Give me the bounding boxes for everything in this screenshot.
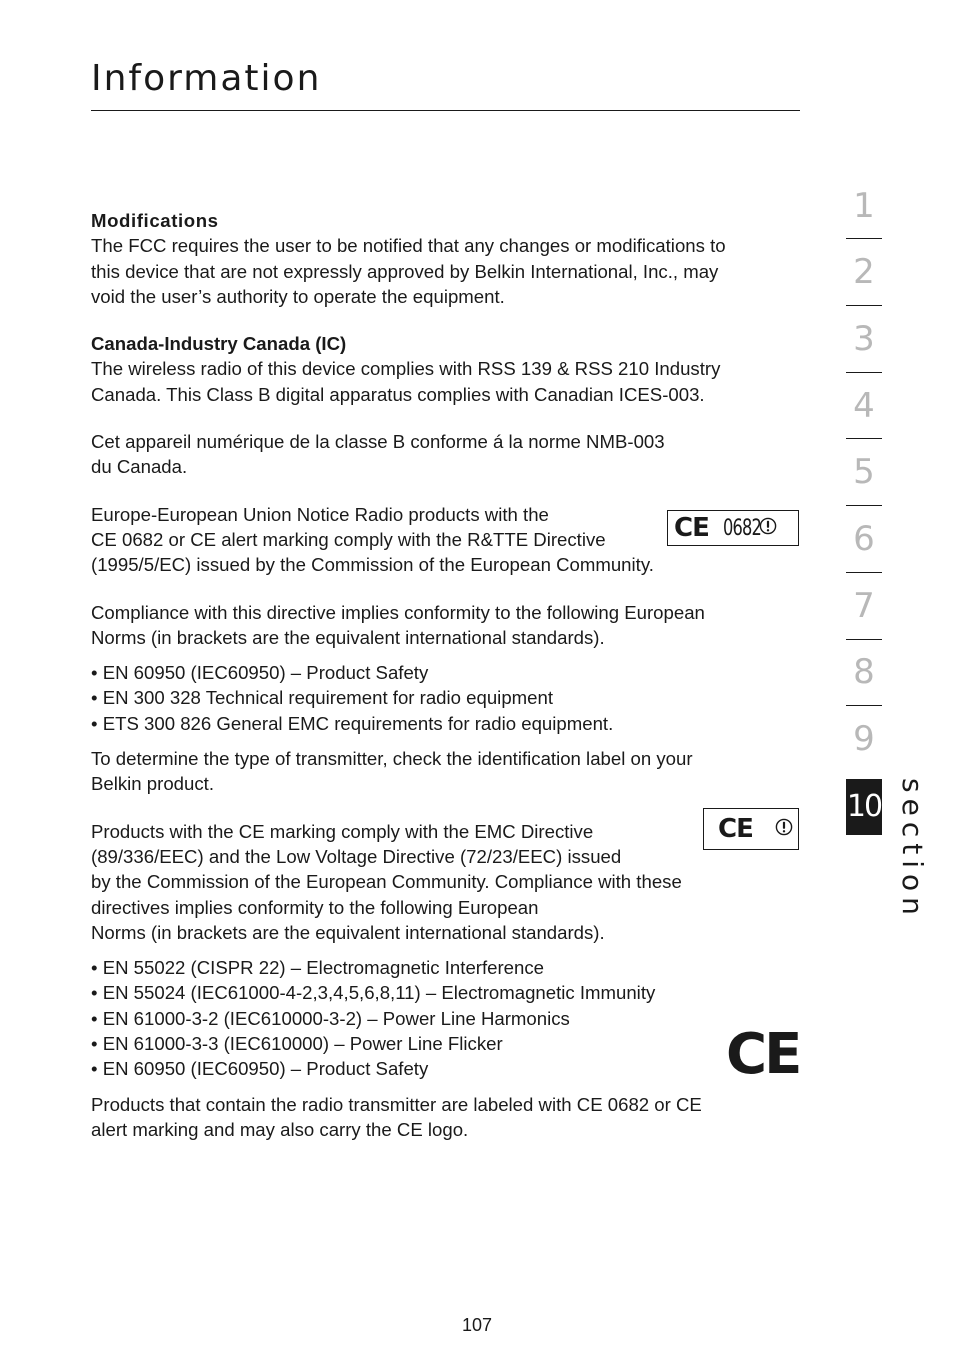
canada-heading: Canada-Industry Canada (IC): [91, 333, 347, 355]
modifications-heading: Modifications: [91, 210, 219, 231]
closing-line: alert marking and may also carry the CE logo.: [91, 1118, 469, 1140]
europe-notice-line: (1995/5/EC) issued by the Commission of the European Community.: [91, 554, 654, 576]
ce-logo-icon: CE: [718, 814, 753, 844]
modifications-line: void the user’s authority to operate the equipment.: [91, 285, 505, 307]
norms-list-radio: [91, 660, 803, 736]
section-nav-item-5[interactable]: 5: [853, 452, 875, 492]
section-nav-item-10-active[interactable]: 10: [846, 779, 882, 835]
ce-0682-alert-mark: [667, 510, 799, 546]
emc-line: by the Commission of the European Community. Compliance with these: [91, 871, 682, 893]
section-nav-item-6[interactable]: 6: [853, 519, 875, 559]
compliance-line: Norms (in brackets are the equivalent international standards).: [91, 626, 605, 648]
list-item: • EN 55022 (CISPR 22) – Electromagnetic Interference: [91, 955, 803, 980]
emc-line: Norms (in brackets are the equivalent international standards).: [91, 921, 605, 943]
ce-logo-large-icon: CE: [726, 1022, 800, 1087]
nav-divider: [846, 372, 882, 373]
section-nav-item-7[interactable]: 7: [853, 586, 875, 626]
norms-list-emc: [91, 955, 803, 1081]
notified-body-number: 0682: [722, 515, 761, 541]
europe-notice-line: CE 0682 or CE alert marking comply with the R&TTE Directive: [91, 528, 606, 550]
emc-line: directives implies conformity to the following European: [91, 896, 539, 918]
nav-divider: [846, 438, 882, 439]
title-divider: [91, 110, 800, 111]
transmitter-line: To determine the type of transmitter, check the identification label on your: [91, 748, 693, 770]
emc-line: Products with the CE marking comply with the EMC Directive: [91, 820, 594, 842]
closing-line: Products that contain the radio transmitter are labeled with CE 0682 or CE: [91, 1093, 702, 1115]
ce-logo-icon: CE: [674, 513, 709, 543]
transmitter-line: Belkin product.: [91, 773, 214, 795]
compliance-line: Compliance with this directive implies conformity to the following European: [91, 601, 705, 623]
list-item: • EN 61000-3-2 (IEC610000-3-2) – Power Line Harmonics: [91, 1006, 803, 1031]
list-item: • ETS 300 826 General EMC requirements for radio equipment.: [91, 711, 803, 736]
exclamation-circle-icon: [759, 517, 777, 540]
section-label: section: [896, 778, 929, 921]
europe-notice-line: Europe-European Union Notice Radio products with the: [91, 503, 549, 525]
ce-alert-mark: [703, 808, 799, 850]
canada-french-line: Cet appareil numérique de la classe B conforme á la norme NMB-003: [91, 431, 665, 453]
list-item: • EN 60950 (IEC60950) – Product Safety: [91, 1056, 803, 1081]
page-title: Information: [91, 58, 322, 99]
section-nav-item-9[interactable]: 9: [853, 719, 875, 759]
emc-line: (89/336/EEC) and the Low Voltage Directive (72/23/EEC) issued: [91, 845, 622, 867]
nav-divider: [846, 639, 882, 640]
canada-french-line: du Canada.: [91, 456, 188, 478]
list-item: • EN 61000-3-3 (IEC610000) – Power Line Flicker: [91, 1031, 803, 1056]
section-nav-item-8[interactable]: 8: [853, 652, 875, 692]
list-item: • EN 60950 (IEC60950) – Product Safety: [91, 660, 803, 685]
section-nav-item-1[interactable]: 1: [853, 186, 875, 226]
list-item: • EN 55024 (IEC61000-4-2,3,4,5,6,8,11) – Electromagnetic Immunity: [91, 980, 803, 1005]
list-item: • EN 300 328 Technical requirement for radio equipment: [91, 685, 803, 710]
exclamation-circle-icon: [775, 818, 793, 841]
modifications-line: The FCC requires the user to be notified that any changes or modifications to: [91, 235, 726, 257]
canada-line: Canada. This Class B digital apparatus complies with Canadian ICES-003.: [91, 383, 705, 405]
nav-divider: [846, 305, 882, 306]
nav-divider: [846, 505, 882, 506]
modifications-line: this device that are not expressly approved by Belkin International, Inc., may: [91, 260, 719, 282]
canada-line: The wireless radio of this device complies with RSS 139 & RSS 210 Industry: [91, 358, 721, 380]
nav-divider: [846, 705, 882, 706]
document-body: [91, 208, 803, 1142]
section-nav-item-3[interactable]: 3: [853, 319, 875, 359]
nav-divider: [846, 572, 882, 573]
page-number: 107: [461, 1315, 493, 1335]
section-nav-item-2[interactable]: 2: [853, 252, 875, 292]
section-nav-item-4[interactable]: 4: [853, 386, 875, 426]
nav-divider: [846, 238, 882, 239]
